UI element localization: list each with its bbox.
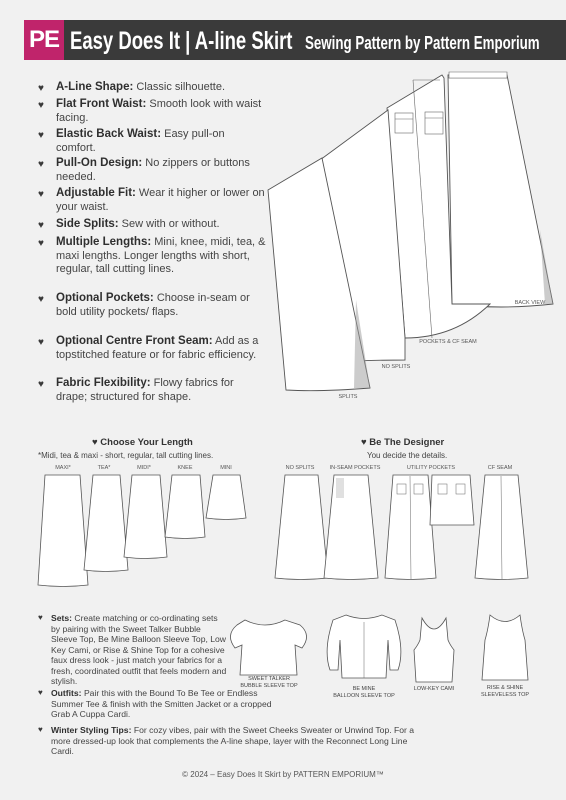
heart-icon: ♥ bbox=[38, 337, 44, 348]
feature-item: ♥ Optional Centre Front Seam: Add as a topstitched feature or for fabric efficiency. bbox=[38, 335, 259, 361]
feature-item: ♥ Adjustable Fit: Wear it higher or lower on your waist. bbox=[38, 187, 265, 213]
designer-label: UTILITY POCKETS bbox=[406, 465, 456, 471]
designer-section-title: ♥ Be The Designer bbox=[361, 437, 445, 448]
heart-icon: ♥ bbox=[38, 294, 44, 305]
feature-item: ♥ Optional Pockets: Choose in-seam or bold utility pockets/ flaps. bbox=[38, 292, 250, 318]
heart-icon: ♥ bbox=[38, 83, 44, 94]
heart-icon: ♥ bbox=[38, 100, 44, 111]
winter-note: ♥ Winter Styling Tips: For cozy vibes, pair with the Sweet Cheeks Sweater or Unwind Top. For a more dressed-up look that complements the A-line shape, layer with the Reconnect Long Line Cardi. bbox=[38, 725, 415, 756]
feature-item: ♥ Side Splits: Sew with or without. bbox=[38, 218, 220, 231]
heart-icon: ♥ bbox=[92, 437, 101, 448]
heart-icon: ♥ bbox=[38, 725, 43, 734]
designer-section-subtitle: You decide the details. bbox=[367, 451, 448, 460]
length-label: MAXI* bbox=[55, 465, 71, 471]
sets-note: ♥ Sets: Create matching or co-ordinating sets by pairing with the Sweet Talker Bubble Sleeve Top, Be Mine Balloon Sleeve Top, Low Key Cami, or Rise & Shine Top for a cohesive faux dress look - just match your fabrics for a fresh, coordinated outfit that feels modern and stylish. bbox=[38, 613, 227, 686]
length-section-title: ♥ Choose Your Length bbox=[92, 437, 193, 448]
length-section-subtitle: *Midi, tea & maxi - short, regular, tall cutting lines. bbox=[38, 451, 214, 460]
heart-icon: ♥ bbox=[38, 220, 44, 231]
label-pockets-cf: POCKETS & CF SEAM bbox=[419, 339, 477, 345]
heart-icon: ♥ bbox=[38, 189, 44, 200]
feature-item: ♥ Elastic Back Waist: Easy pull-on comfort. bbox=[38, 128, 225, 154]
top-sweet-talker bbox=[230, 620, 306, 675]
top-label-low-key-cami: LOW-KEY CAMI bbox=[413, 686, 455, 692]
top-label-be-mine: BE MINE BALLOON SLEEVE TOP bbox=[333, 686, 395, 699]
brand-logo: PE bbox=[24, 20, 64, 60]
top-rise-shine bbox=[482, 615, 528, 680]
length-label: KNEE bbox=[177, 465, 193, 471]
designer-label: IN-SEAM POCKETS bbox=[329, 465, 381, 471]
feature-item: ♥ Fabric Flexibility: Flowy fabrics for drape; structured for shape. bbox=[38, 377, 234, 403]
designer-label: NO SPLITS bbox=[285, 465, 315, 471]
label-back-view: BACK VIEW bbox=[514, 300, 546, 306]
heart-icon: ♥ bbox=[38, 688, 43, 697]
length-label: MIDI* bbox=[137, 465, 151, 471]
length-label: MINI bbox=[220, 465, 232, 471]
heart-icon: ♥ bbox=[38, 159, 44, 170]
heart-icon: ♥ bbox=[38, 613, 43, 622]
label-splits: SPLITS bbox=[338, 394, 358, 400]
outfits-note: ♥ Outfits: Pair this with the Bound To Be Tee or Endless Summer Tee & finish with the Smitten Jacket or a cropped Grab A Cuppa Cardi. bbox=[38, 688, 272, 719]
heart-icon: ♥ bbox=[38, 130, 44, 141]
page-subtitle: Sewing Pattern by Pattern Emporium bbox=[305, 33, 540, 53]
heart-icon: ♥ bbox=[361, 437, 370, 448]
feature-item: ♥ Multiple Lengths: Mini, knee, midi, tea, & maxi lengths. Longer lengths with short, regular, tall cutting lines. bbox=[38, 236, 266, 275]
heart-icon: ♥ bbox=[38, 379, 44, 390]
top-label-sweet-talker: SWEET TALKER BUBBLE SLEEVE TOP bbox=[240, 676, 298, 689]
feature-item: ♥ A-Line Shape: Classic silhouette. bbox=[38, 81, 226, 94]
heart-icon: ♥ bbox=[38, 238, 44, 249]
feature-item: ♥ Pull-On Design: No zippers or buttons needed. bbox=[38, 157, 250, 183]
length-label: TEA* bbox=[97, 465, 111, 471]
top-label-rise-shine: RISE & SHINE SLEEVELESS TOP bbox=[480, 685, 530, 698]
designer-label: CF SEAM bbox=[487, 465, 513, 471]
footer-copyright: © 2024 – Easy Does It Skirt by PATTERN EMPORIUM™ bbox=[182, 770, 384, 779]
page-title: Easy Does It | A-line Skirt bbox=[70, 27, 293, 55]
top-low-key-cami bbox=[414, 618, 454, 682]
label-no-splits: NO SPLITS bbox=[381, 364, 411, 370]
feature-item: ♥ Flat Front Waist: Smooth look with waist facing. bbox=[38, 98, 262, 124]
